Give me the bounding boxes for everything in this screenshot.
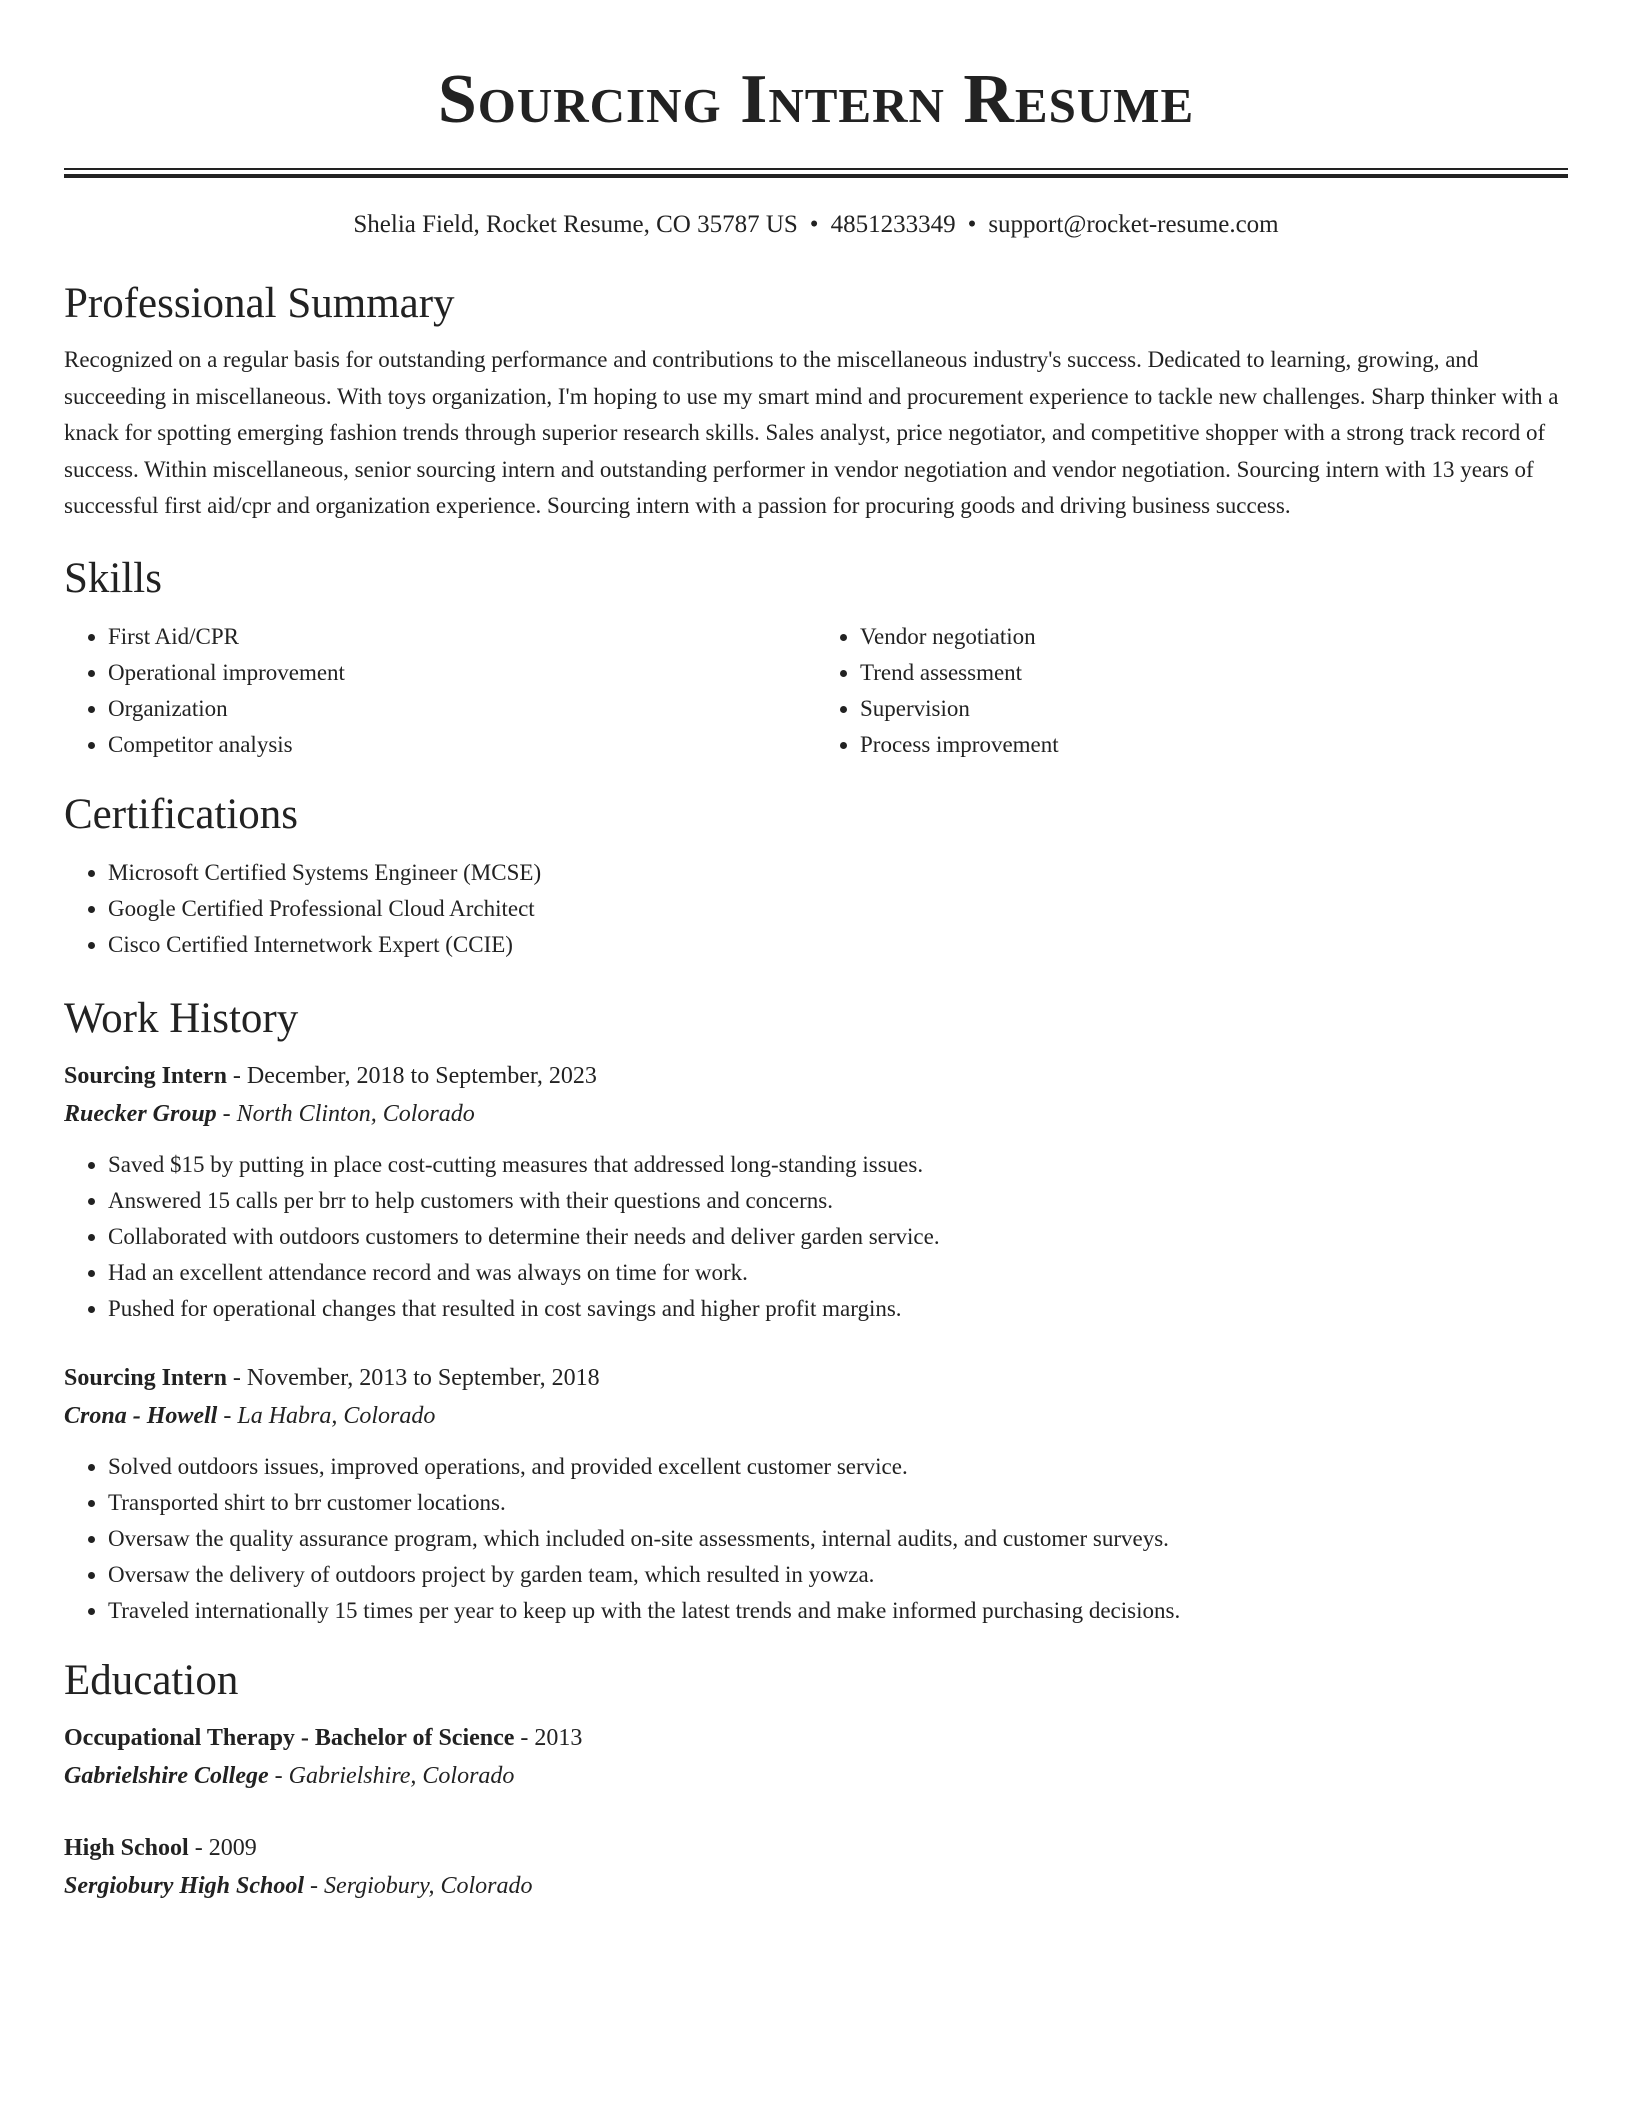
education-entry bbox=[64, 1829, 1568, 1905]
work-history-section bbox=[64, 993, 1568, 1629]
contact-separator: • bbox=[809, 211, 819, 238]
education-year: - 2009 bbox=[188, 1834, 257, 1861]
job-company-line bbox=[64, 1095, 1568, 1133]
education-degree: High School bbox=[64, 1834, 189, 1861]
contact-address: Shelia Field, Rocket Resume, CO 35787 US bbox=[353, 211, 798, 238]
work-history-heading: Work History bbox=[64, 994, 299, 1042]
education-location: - Gabrielshire, Colorado bbox=[268, 1762, 515, 1789]
education-degree-line bbox=[64, 1829, 1568, 1867]
job-location: - North Clinton, Colorado bbox=[216, 1100, 475, 1127]
job-location: - La Habra, Colorado bbox=[217, 1402, 436, 1429]
skill-item: • Trend assessment bbox=[860, 655, 1568, 691]
education-location: - Sergiobury, Colorado bbox=[304, 1872, 533, 1899]
education-school-line bbox=[64, 1867, 1568, 1905]
resume-title: Sourcing Intern Resume bbox=[437, 61, 1195, 138]
job-company: Ruecker Group bbox=[64, 1100, 217, 1127]
job-entry bbox=[64, 1057, 1568, 1327]
skills-heading: Skills bbox=[64, 554, 162, 602]
certification-item: • Google Certified Professional Cloud Architect bbox=[108, 891, 1568, 927]
skill-item: • Supervision bbox=[860, 691, 1568, 727]
education-school: Sergiobury High School bbox=[64, 1872, 305, 1899]
skills-section bbox=[64, 553, 1568, 763]
job-title-line bbox=[64, 1057, 1568, 1095]
contact-phone: 4851233349 bbox=[830, 211, 956, 238]
education-heading: Education bbox=[64, 1656, 239, 1704]
summary-text: Recognized on a regular basis for outstanding performance and contributions to the miscellaneous industry's success. Dedicated to learning, growing, and succeeding in miscellaneous. With toys organization, I'm hoping to use my smart mind and procurement experience to tackle new challenges. Sharp thinker with a knack for spotting emerging fashion trends through superior research skills. Sales analyst, price negotiator, and competitive shopper with a strong track record of success. Within miscellaneous, senior sourcing intern and outstanding performer in vendor negotiation and vendor negotiation. Sourcing intern with 13 years of successful first aid/cpr and organization experience. Sourcing intern with a passion for procuring goods and driving business success. bbox=[64, 347, 1559, 518]
contact-line bbox=[64, 210, 1568, 240]
education-degree-line bbox=[64, 1719, 1568, 1757]
contact-email: support@rocket-resume.com bbox=[988, 211, 1279, 238]
job-bullet: • Had an excellent attendance record and was always on time for work. bbox=[108, 1255, 1568, 1291]
education-entry bbox=[64, 1719, 1568, 1795]
job-entry bbox=[64, 1359, 1568, 1629]
job-bullet: • Saved $15 by putting in place cost-cutting measures that addressed long-standing issues. bbox=[108, 1147, 1568, 1183]
job-bullet: • Collaborated with outdoors customers to determine their needs and deliver garden service. bbox=[108, 1219, 1568, 1255]
title-divider bbox=[64, 168, 1568, 178]
skill-item: • Competitor analysis bbox=[108, 727, 816, 763]
job-bullet: • Oversaw the delivery of outdoors project by garden team, which resulted in yowza. bbox=[108, 1557, 1568, 1593]
summary-section bbox=[64, 278, 1568, 525]
skills-list-right bbox=[816, 619, 1568, 763]
job-bullet: • Answered 15 calls per brr to help customers with their questions and concerns. bbox=[108, 1183, 1568, 1219]
skill-item: • Operational improvement bbox=[108, 655, 816, 691]
education-degree: Occupational Therapy - Bachelor of Science bbox=[64, 1724, 515, 1751]
certification-item: • Cisco Certified Internetwork Expert (CCIE) bbox=[108, 927, 1568, 963]
job-title-line bbox=[64, 1359, 1568, 1397]
skills-grid bbox=[64, 619, 1568, 763]
job-bullets bbox=[64, 1449, 1568, 1629]
summary-heading: Professional Summary bbox=[64, 280, 455, 327]
job-dates: - November, 2013 to September, 2018 bbox=[226, 1364, 600, 1391]
job-company: Crona - Howell bbox=[64, 1402, 218, 1429]
skill-item: • Process improvement bbox=[860, 727, 1568, 763]
contact-separator: • bbox=[967, 211, 977, 238]
job-bullets bbox=[64, 1147, 1568, 1327]
job-dates: - December, 2018 to September, 2023 bbox=[226, 1062, 597, 1089]
skill-item: • Vendor negotiation bbox=[860, 619, 1568, 655]
education-school: Gabrielshire College bbox=[64, 1762, 269, 1789]
job-bullet: • Traveled internationally 15 times per year to keep up with the latest trends and make informed purchasing decisions. bbox=[108, 1593, 1568, 1629]
job-title: Sourcing Intern bbox=[64, 1364, 227, 1391]
certifications-list bbox=[64, 855, 1568, 963]
skills-list-left bbox=[64, 619, 816, 763]
education-year: - 2013 bbox=[514, 1724, 583, 1751]
job-company-line bbox=[64, 1397, 1568, 1435]
job-title: Sourcing Intern bbox=[64, 1062, 227, 1089]
education-school-line bbox=[64, 1757, 1568, 1795]
job-bullet: • Oversaw the quality assurance program, which included on-site assessments, internal audits, and customer surveys. bbox=[108, 1521, 1568, 1557]
certification-item: • Microsoft Certified Systems Engineer (MCSE) bbox=[108, 855, 1568, 891]
certifications-heading: Certifications bbox=[64, 790, 299, 838]
job-bullet: • Transported shirt to brr customer locations. bbox=[108, 1485, 1568, 1521]
job-bullet: • Solved outdoors issues, improved operations, and provided excellent customer service. bbox=[108, 1449, 1568, 1485]
job-bullet: • Pushed for operational changes that resulted in cost savings and higher profit margins. bbox=[108, 1291, 1568, 1327]
certifications-section bbox=[64, 789, 1568, 963]
skill-item: • Organization bbox=[108, 691, 816, 727]
education-section bbox=[64, 1655, 1568, 1905]
skill-item: • First Aid/CPR bbox=[108, 619, 816, 655]
